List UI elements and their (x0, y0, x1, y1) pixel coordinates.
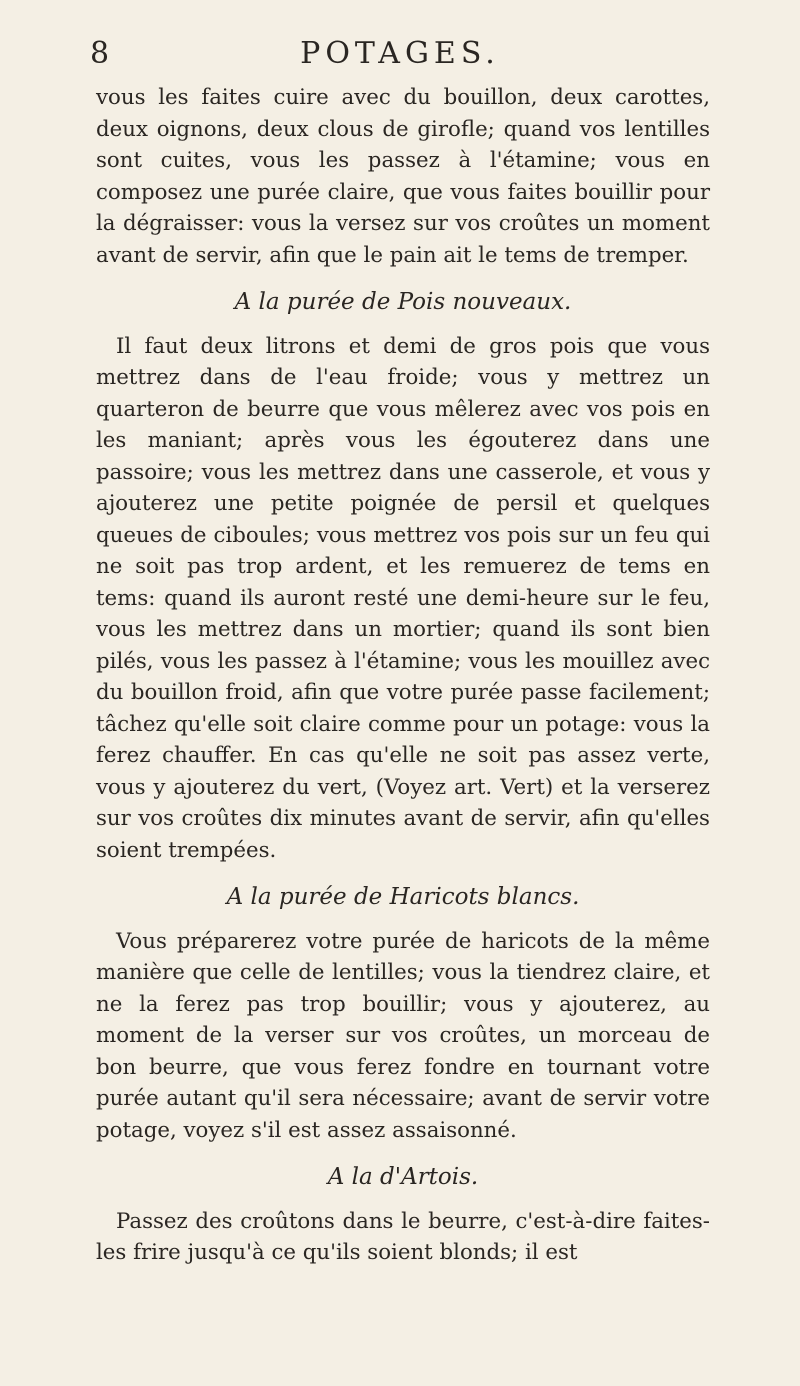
continued-paragraph: vous les faites cuire avec du bouillon, deux carottes, deux oignons, deux clous de girofle; quand vos lentilles sont cuites, vous les passez à l'étamine; vous en composez une purée claire, que vous faites bouillir pour la dégraisser: vous la versez sur vos croûtes un moment avant de servir, afin que le pain ait le tems de tremper. (96, 85, 710, 268)
section-title-haricots: A la purée de Haricots blancs. (226, 884, 580, 910)
section-text-haricots: Vous préparerez votre purée de haricots de la même manière que celle de lentilles; vous la tiendrez claire, et ne la ferez pas trop bouillir; vous y ajouterez, au moment de la verser sur vos croûtes, un morceau de bon beurre, que vous ferez fondre en tournant votre purée autant qu'il sera nécessaire; avant de servir votre potage, voyez s'il est assez assaisonné. (96, 928, 710, 1143)
section-text-pois: Il faut deux litrons et demi de gros pois que vous mettrez dans de l'eau froide; vous y mettrez un quarteron de beurre que vous mêlerez avec vos pois en les maniant; après vous les égouterez dans une passoire; vous les mettrez dans une casserole, et vous y ajouterez une petite poignée de persil et quelques queues de ciboules; vous mettrez vos pois sur un feu qui ne soit pas trop ardent, et les remuerez de tems en tems: quand ils auront resté une demi-heure sur le feu, vous les mettrez dans un mortier; quand ils sont bien pilés, vous les passez à l'étamine; vous les mouillez avec du bouillon froid, afin que votre purée passe facilement; tâchez qu'elle soit claire comme pour un potage: vous la ferez chauffer. En cas qu'elle ne soit pas assez verte, vous y ajouterez du vert, (Voyez art. Vert) et la verserez sur vos croûtes dix minutes avant de servir, afin qu'elles soient trempées. (96, 333, 710, 863)
section-text-artois: Passez des croûtons dans le beurre, c'est-à-dire faites-les frire jusqu'à ce qu'ils soient blonds; il est (96, 1208, 710, 1265)
running-title: POTAGES. (300, 36, 500, 71)
section-title-pois: A la purée de Pois nouveaux. (234, 289, 572, 315)
page-number: 8 (90, 36, 111, 71)
section-title-artois: A la d'Artois. (327, 1164, 479, 1190)
page-body (96, 82, 710, 1269)
page-header (0, 36, 800, 76)
